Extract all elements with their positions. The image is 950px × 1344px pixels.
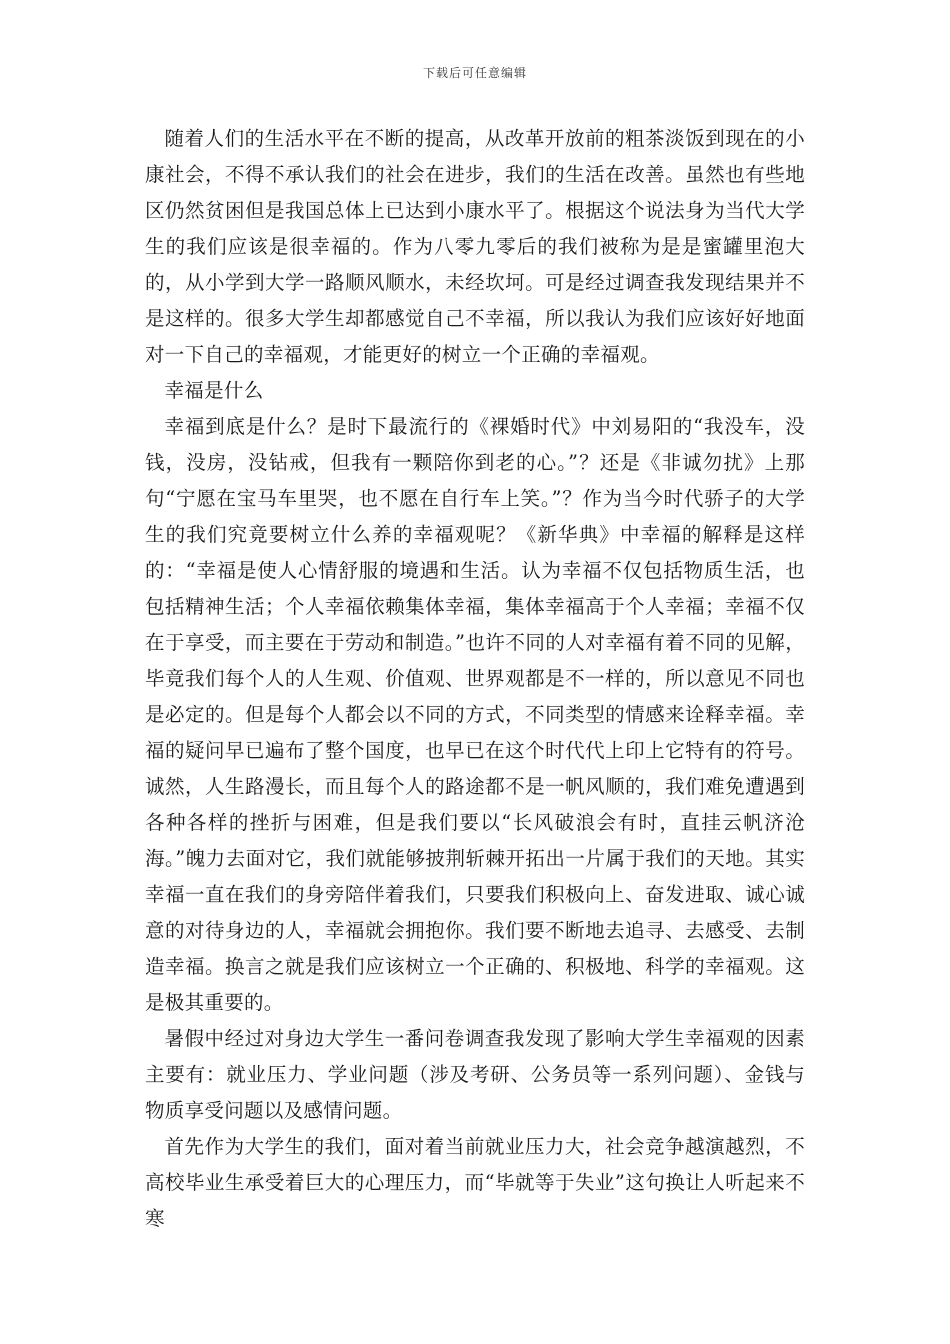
page-header: 下载后可任意编辑 [422,66,527,80]
paragraph-survey-factors: 暑假中经过对身边大学生一番问卷调查我发现了影响大学生幸福观的因素主要有：就业压力、学业问题（涉及考研、公务员等一系列问题）、金钱与物质享受问题以及感情问题。 [145,1027,805,1122]
paragraph-intro: 随着人们的生活水平在不断的提高，从改革开放前的粗茶淡饭到现在的小康社会，不得不承认我们的社会在进步，我们的生活在改善。虽然也有些地区仍然贫困但是我国总体上已达到小康水平了。根据这个说法身为当代大学生的我们应该是很幸福的。作为八零九零后的我们被称为是是蜜罐里泡大的，从小学到大学一路顺风顺水，未经坎坷。可是经过调查我发现结果并不是这样的。很多大学生却都感觉自己不幸福，所以我认为我们应该好好地面对一下自己的幸福观，才能更好的树立一个正确的幸福观。 [145,127,805,366]
paragraph-what-is-happiness: 幸福到底是什么？是时下最流行的《裸婚时代》中刘易阳的“我没车，没钱，没房，没钻戒，但我有一颗陪你到老的心。”？还是《非诚勿扰》上那句“宁愿在宝马车里哭，也不愿在自行车上笑。”？作为当今时代骄子的大学生的我们究竟要树立什么养的幸福观呢？《新华典》中幸福的解释是这样的：“幸福是使人心情舒服的境遇和生活。认为幸福不仅包括物质生活，也包括精神生活；个人幸福依赖集体幸福，集体幸福高于个人幸福；幸福不仅在于享受，而主要在于劳动和制造。”也许不同的人对幸福有着不同的见解，毕竟我们每个人的人生观、价值观、世界观都是不一样的，所以意见不同也是必定的。但是每个人都会以不同的方式，不同类型的情感来诠释幸福。幸福的疑问早已遍布了整个国度，也早已在这个时代代上印上它特有的符号。诚然，人生路漫长，而且每个人的路途都不是一帆风顺的，我们难免遭遇到各种各样的挫折与困难，但是我们要以“长风破浪会有时，直挂云帆济沧海。”魄力去面对它，我们就能够披荆斩棘开拓出一片属于我们的天地。其实幸福一直在我们的身旁陪伴着我们，只要我们积极向上、奋发进取、诚心诚意的对待身边的人，幸福就会拥抱你。我们要不断地去追寻、去感受、去制造幸福。换言之就是我们应该树立一个正确的、积极地、科学的幸福观。这是极其重要的。 [145,415,805,1014]
paragraph-employment-pressure: 首先作为大学生的我们，面对着当前就业压力大，社会竞争越演越烈，不高校毕业生承受着巨大的心理压力，而“毕就等于失业”这句换让人听起来不寒 [145,1135,805,1230]
document-body [145,121,805,1237]
section-heading: 幸福是什么 [164,379,264,402]
